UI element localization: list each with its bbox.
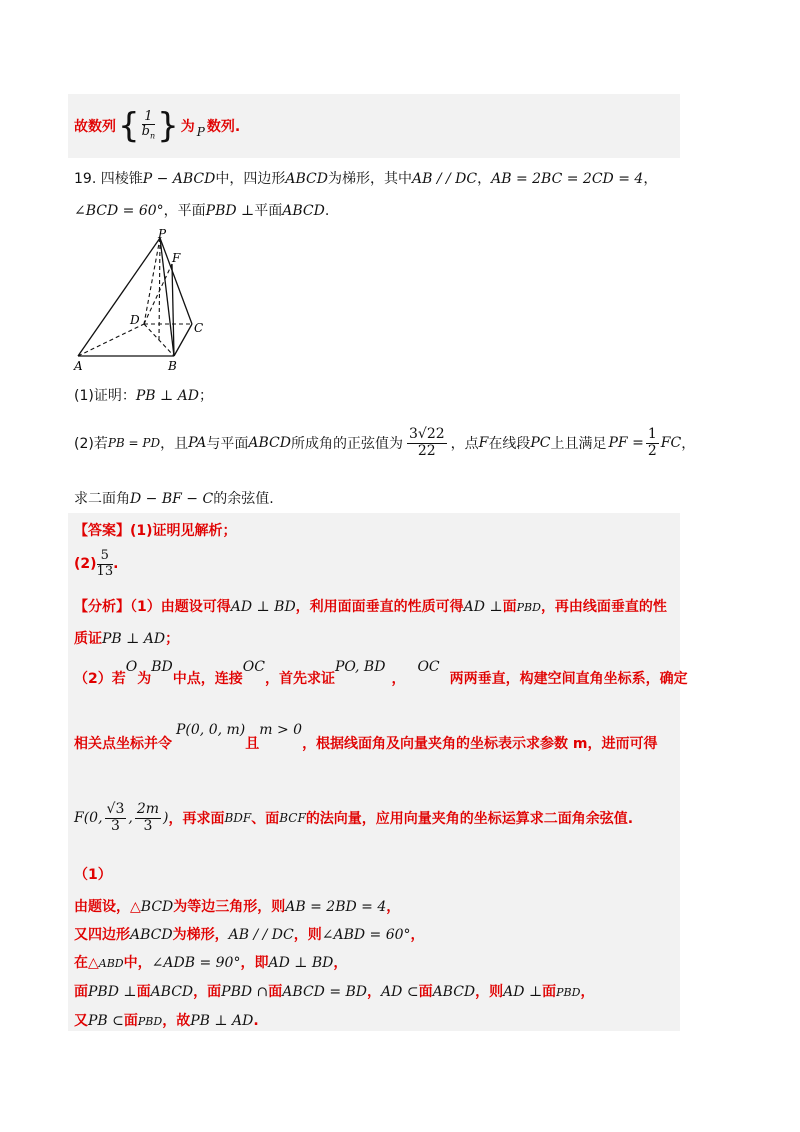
previous-solution-conclusion: [74, 102, 240, 150]
text: 的余弦值.: [213, 491, 274, 507]
math: AB / / DC: [411, 171, 478, 187]
text: 与平面: [206, 436, 249, 452]
math: BDF: [224, 811, 252, 825]
text: .: [113, 556, 119, 572]
math: BCF: [279, 811, 306, 825]
math: PB ⊥ AD: [135, 388, 199, 404]
text: 相关点坐标并令: [74, 736, 172, 752]
sequence-brace-close: }: [157, 106, 179, 146]
math: ): [163, 810, 169, 826]
conclusion-mid: 为: [180, 119, 195, 135]
math: ∠ABD = 60°: [321, 927, 411, 943]
question-2-line-2: [74, 488, 274, 508]
problem-line-1: [74, 168, 657, 188]
text: 面: [268, 984, 283, 1000]
sequence-fraction: [142, 110, 155, 142]
text: 求二面角: [74, 491, 130, 507]
text: ，且: [160, 436, 189, 452]
edge-AD: [78, 324, 144, 356]
text: 为等边三角形，则: [173, 899, 286, 915]
math: PBD ⊥: [88, 984, 137, 1000]
math: ABCD: [150, 984, 194, 1000]
text: 中，: [123, 955, 152, 971]
conclusion-suffix: 数列.: [206, 119, 241, 135]
text: ，则: [475, 984, 504, 1000]
analysis-line-3: [74, 659, 688, 688]
text: 中点，连接: [172, 671, 243, 687]
math: PA: [188, 435, 207, 451]
text: 四棱锥: [100, 171, 143, 187]
math: P(0, 0, m): [176, 722, 246, 738]
text: .: [324, 203, 330, 219]
answer-fraction: [97, 549, 114, 579]
text: ，: [410, 927, 425, 943]
edge-PD: [144, 238, 160, 324]
math: AB = 2BC = 2CD = 4: [491, 171, 644, 187]
sequence-brace: {: [118, 106, 140, 146]
text: 面: [136, 984, 151, 1000]
text: ，: [580, 984, 595, 1000]
math: OC: [417, 659, 440, 675]
f-y-fraction: [105, 802, 127, 834]
text: (2)若: [74, 436, 108, 452]
math: PB = PD: [107, 436, 161, 450]
label-F: F: [172, 251, 181, 265]
label-C: C: [194, 321, 204, 335]
math: ABCD: [282, 203, 325, 219]
text: ；: [198, 388, 213, 404]
text: 为梯形，其中: [327, 171, 412, 187]
problem-line-2: [74, 200, 329, 220]
text: 两两垂直，构建空间直角坐标系，确定: [449, 671, 688, 687]
solution-line-5: [74, 1010, 259, 1030]
text: 在△: [74, 955, 99, 971]
text: 【分析】（1）由题设可得: [74, 599, 231, 615]
math: P − ABCD: [142, 171, 216, 187]
text: ，: [681, 436, 696, 452]
math: O: [125, 659, 138, 675]
math: ABCD: [285, 171, 328, 187]
math: AB = 2BD = 4: [285, 899, 387, 915]
label-P: P: [158, 228, 167, 241]
text: 为梯形，: [172, 927, 229, 943]
text: 质证: [74, 631, 102, 647]
analysis-line-1: [74, 596, 667, 616]
text: 且: [245, 736, 260, 752]
math: PBD: [137, 1015, 163, 1028]
solution-heading: （1）: [74, 867, 112, 883]
text: 面: [123, 1013, 138, 1029]
f-z-denominator: 3: [143, 817, 153, 834]
math: ABCD: [130, 927, 173, 943]
math: PB ⊥ AD: [190, 1013, 254, 1029]
f-y-denominator: 3: [111, 817, 120, 834]
text: ，故: [162, 1013, 191, 1029]
text: ，: [367, 984, 382, 1000]
text: 又: [74, 1013, 88, 1029]
math: PB ⊥ AD: [102, 631, 166, 647]
text: 所成角的正弦值为: [290, 436, 403, 452]
text: 、面: [251, 811, 280, 827]
text: ，根据线面角及向量夹角的坐标表示求参数 m，进而可得: [302, 736, 658, 752]
math: OC: [242, 659, 265, 675]
text: ，点: [450, 436, 479, 452]
text: .: [253, 1013, 259, 1029]
edge-BC: [174, 324, 192, 356]
math: ABD: [98, 957, 124, 970]
math: ABCD: [432, 984, 476, 1000]
f-z-fraction: [135, 802, 161, 834]
half-numerator: 1: [647, 426, 657, 443]
text: （2）若: [74, 671, 126, 687]
math: PBD ∩: [221, 984, 269, 1000]
math: PO, BD: [334, 659, 386, 675]
math: FC: [660, 435, 682, 451]
math: AD ⊂: [381, 984, 419, 1000]
sequence-numerator: 1: [142, 110, 155, 125]
text: ，: [643, 171, 658, 187]
text: 中，四边形: [215, 171, 286, 187]
edge-DF: [144, 264, 172, 324]
math: AD ⊥ BD: [230, 599, 296, 615]
sequence-denominator: b: [141, 124, 150, 140]
text: ，再由线面垂直的性: [540, 599, 667, 615]
solution-line-1: [74, 896, 400, 916]
text: ，则: [293, 927, 322, 943]
text: ，平面: [163, 203, 206, 219]
text: ，即: [240, 955, 269, 971]
edge-PO: [159, 238, 160, 340]
math: PBD ⊥: [205, 203, 255, 219]
text: 在线段: [488, 436, 531, 452]
sequence-subscript: n: [149, 132, 156, 142]
math: BD: [151, 659, 173, 675]
text: 为: [137, 671, 152, 687]
text: ，面: [193, 984, 222, 1000]
text: 面: [542, 984, 557, 1000]
analysis-line-4: [74, 722, 658, 753]
math: PB ⊂: [88, 1013, 124, 1029]
math: ABCD = BD: [282, 984, 368, 1000]
math: ,: [128, 810, 133, 826]
math: PF =: [608, 435, 644, 451]
math: D − BF − C: [130, 491, 214, 507]
label-D: D: [130, 313, 140, 327]
text: ，: [477, 171, 492, 187]
sine-numerator: 3√22: [408, 426, 445, 443]
problem-number: 19.: [74, 171, 97, 187]
question-1: [74, 385, 213, 405]
sine-denominator: 22: [417, 442, 436, 459]
math: AB / / DC: [228, 927, 294, 943]
text: 平面: [254, 203, 283, 219]
f-y-numerator: √3: [106, 801, 125, 818]
edge-PA: [78, 238, 160, 356]
text: ，首先求证: [264, 671, 335, 687]
answer-label: 【答案】(1)证明见解析；: [74, 523, 237, 539]
text: ，利用面面垂直的性质可得: [295, 599, 464, 615]
text: (1)证明：: [74, 388, 136, 404]
math: m > 0: [259, 722, 303, 738]
text: 上且满足: [550, 436, 607, 452]
label-B: B: [168, 359, 177, 373]
text: 又四边形: [74, 927, 130, 943]
text: ，再求面: [168, 811, 225, 827]
text: 面: [74, 984, 88, 1000]
text: 的法向量，应用向量夹角的坐标运算求二面角余弦值.: [305, 811, 634, 827]
edge-DB: [144, 324, 174, 356]
math: AD ⊥ BD: [268, 955, 334, 971]
answer-denominator: 13: [96, 563, 114, 579]
pyramid-figure: [70, 228, 210, 378]
text: ；: [165, 631, 180, 647]
solution-line-3: [74, 952, 347, 972]
question-2: [74, 418, 695, 468]
math: ABCD: [248, 435, 291, 451]
analysis-line-5: [74, 796, 633, 840]
text: ，: [391, 671, 406, 687]
math: PBD: [556, 986, 581, 999]
conclusion-p: P: [196, 125, 205, 139]
text: 面: [418, 984, 433, 1000]
label-A: A: [74, 359, 83, 373]
half-denominator: 2: [647, 442, 657, 459]
half-fraction: [646, 427, 659, 459]
math: F: [478, 435, 489, 451]
conclusion-text: 故数列: [74, 119, 116, 135]
math: PBD: [516, 601, 541, 614]
text: 面: [502, 599, 517, 615]
sine-fraction: [407, 427, 447, 459]
text: ，: [386, 899, 401, 915]
math: ∠BCD = 60°: [74, 203, 164, 219]
math: PC: [530, 435, 551, 451]
solution-line-2: [74, 924, 425, 944]
solution-line-4: [74, 981, 594, 1001]
text: (2): [74, 556, 97, 572]
text: 由题设，△: [74, 899, 141, 915]
answer-numerator: 5: [97, 549, 114, 564]
math: F(0,: [74, 810, 103, 826]
f-z-numerator: 2m: [136, 801, 160, 818]
math: BCD: [140, 899, 174, 915]
answer-part-2: [74, 544, 118, 584]
analysis-line-2: [74, 628, 179, 648]
math: ∠ADB = 90°: [151, 955, 241, 971]
math: AD ⊥: [503, 984, 543, 1000]
math: AD ⊥: [463, 599, 503, 615]
text: ，: [333, 955, 348, 971]
